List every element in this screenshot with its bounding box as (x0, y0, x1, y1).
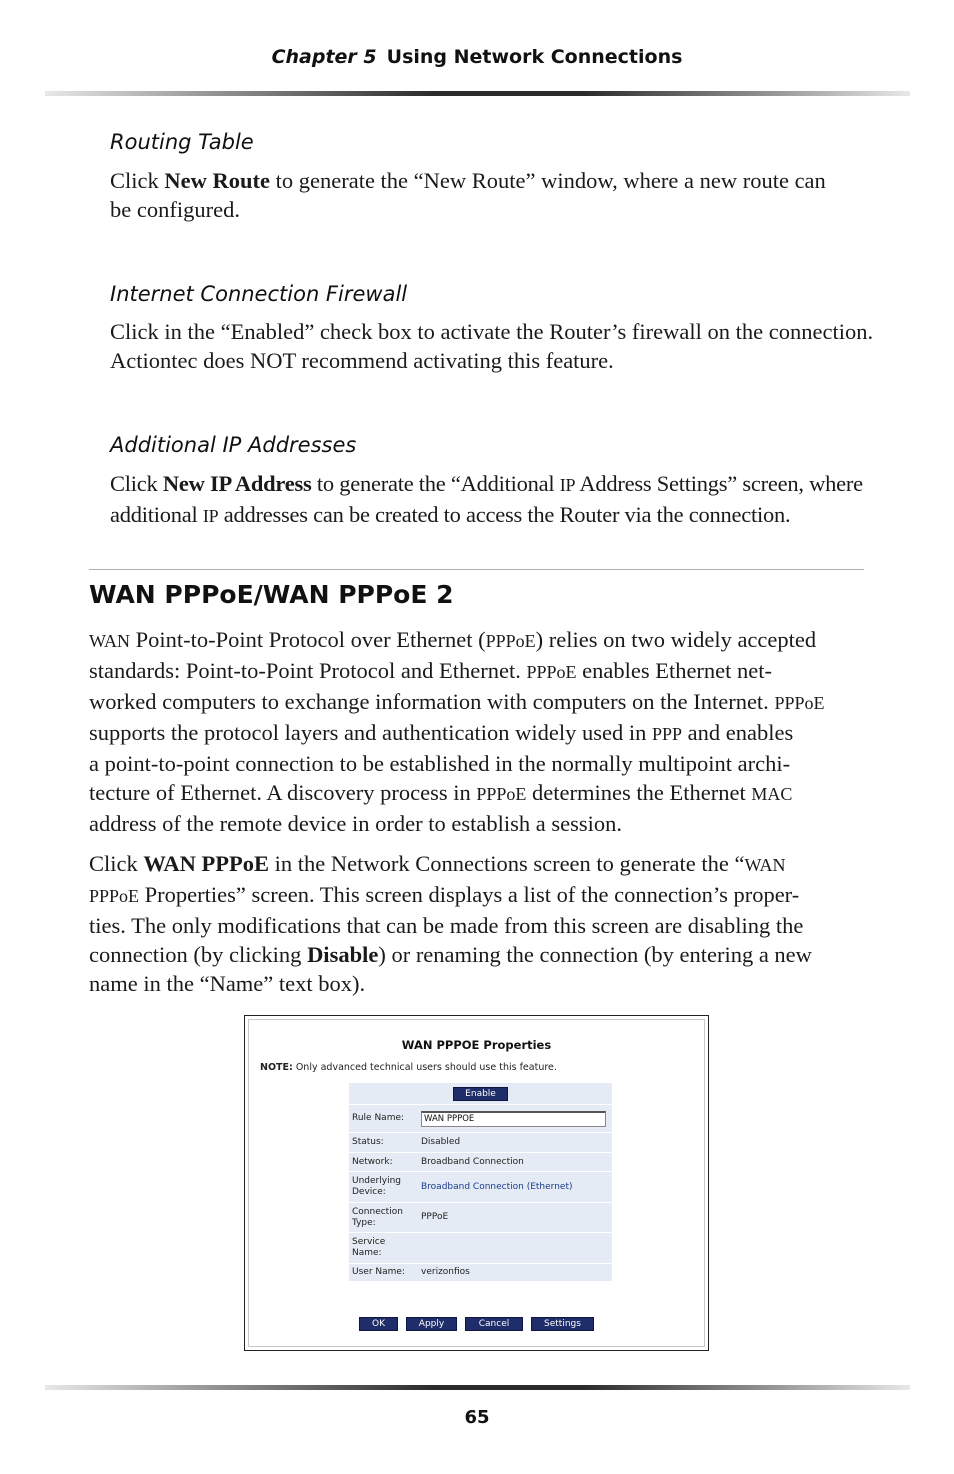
text-run: ) relies on two widely accepted (535, 627, 817, 652)
header-rule (45, 91, 910, 96)
network-row (349, 1153, 612, 1172)
text-run: standards: Point-to-Point Protocol and Ethernet. (89, 658, 527, 683)
text-line: name in the “Name” text box). (89, 971, 366, 996)
underlying-device-link[interactable]: Broadband Connection (Ethernet) (421, 1181, 573, 1192)
small-caps: IP (202, 506, 219, 526)
text-line: a point-to-point connection to be established in the normally multipoint archi- (89, 751, 791, 776)
section-title: WAN PPPoE/WAN PPPoE 2 (89, 580, 454, 609)
text-run: addresses can be created to access the Router via the connection. (218, 502, 791, 527)
text-run: Point-to-Point Protocol over Ethernet ( (130, 627, 486, 652)
apply-button[interactable]: Apply (406, 1317, 457, 1331)
text-run: Address Settings” screen, where (575, 471, 863, 496)
wan-paragraph-2 (89, 849, 812, 998)
text-line: be configured. (110, 197, 240, 222)
rule-name-input[interactable]: WAN PPPOE (421, 1111, 606, 1127)
running-head (0, 46, 954, 68)
text-line: Click in the “Enabled” check box to activate the Router’s firewall on the connection. (110, 319, 874, 344)
additional-ip-paragraph (110, 469, 863, 531)
enable-button[interactable]: Enable (453, 1087, 508, 1101)
routing-table-paragraph (110, 166, 826, 224)
text-run: Click (110, 168, 165, 193)
text-run: supports the protocol layers and authentication widely used in (89, 720, 652, 745)
rule-name-label: Rule Name: (352, 1113, 405, 1123)
small-caps: PPPoE (476, 784, 527, 804)
text-line: address of the remote device in order to establish a session. (89, 811, 622, 836)
text-run: to generate the “New Route” window, where a new route can (269, 168, 826, 193)
label-line: Connection (352, 1206, 403, 1217)
small-caps: IP (559, 475, 576, 495)
network-label: Network: (352, 1156, 393, 1167)
cancel-button[interactable]: Cancel (465, 1317, 523, 1331)
label-line: Service (352, 1237, 386, 1247)
label-line: Device: (352, 1187, 386, 1197)
note-text: Only advanced technical users should use this feature. (292, 1062, 557, 1073)
page-number: 65 (464, 1407, 490, 1428)
text-line: Actiontec does NOT recommend activating this feature. (110, 348, 614, 373)
small-caps: WAN (89, 631, 130, 651)
small-caps: MAC (751, 784, 793, 804)
text-run: worked computers to exchange information with computers on the Internet. (89, 689, 775, 714)
small-caps: PPPoE (485, 631, 536, 651)
enable-row (349, 1083, 612, 1105)
text-run: tecture of Ethernet. A discovery process in (89, 780, 477, 805)
user-name-value: verizonfios (421, 1267, 470, 1277)
text-run: connection (by clicking (89, 942, 308, 967)
label-line: Underlying (352, 1176, 401, 1186)
bold-text: Disable (307, 942, 379, 967)
small-caps: PPP (652, 724, 683, 744)
text-run: Click (89, 851, 144, 876)
wan-paragraph-1 (89, 625, 824, 838)
connection-type-value: PPPoE (421, 1212, 449, 1222)
user-name-label: User Name: (352, 1267, 405, 1277)
label-line: Type: (352, 1217, 376, 1228)
firewall-paragraph (110, 317, 873, 375)
connection-type-row (349, 1203, 612, 1233)
rule-name-row (349, 1105, 612, 1133)
bold-text: WAN PPPoE (143, 851, 269, 876)
status-label: Status: (352, 1137, 384, 1147)
underlying-device-row (349, 1172, 612, 1203)
underlying-device-label (349, 1176, 421, 1198)
chapter-title: Using Network Connections (386, 46, 683, 68)
small-caps: PPPoE (774, 693, 825, 713)
text-run: additional (110, 502, 203, 527)
properties-title: WAN PPPOE Properties (401, 1038, 552, 1052)
additional-ip-heading: Additional IP Addresses (110, 433, 357, 457)
text-run: and enables (682, 720, 794, 745)
note-label: NOTE: (260, 1062, 293, 1073)
status-row (349, 1133, 612, 1153)
routing-table-heading: Routing Table (110, 130, 254, 154)
small-caps: WAN (744, 855, 786, 875)
footer-rule (45, 1385, 910, 1390)
text-run: determines the Ethernet (526, 780, 752, 805)
ok-button[interactable]: OK (359, 1317, 398, 1331)
properties-button-bar (249, 1317, 704, 1331)
text-run: ) or renaming the connection (by entering a new (378, 942, 812, 967)
chapter-label: Chapter 5 (271, 46, 377, 68)
label-line: Name: (352, 1248, 382, 1258)
text-run: Properties” screen. This screen displays a list of the connection’s proper- (139, 882, 800, 907)
text-run: in the Network Connections screen to generate the “ (269, 851, 745, 876)
settings-button[interactable]: Settings (531, 1317, 594, 1331)
connection-type-label (349, 1207, 421, 1229)
small-caps: PPPoE (89, 886, 140, 906)
status-value: Disabled (421, 1137, 461, 1147)
small-caps: PPPoE (526, 662, 577, 682)
text-run: to generate the “Additional (311, 471, 560, 496)
section-divider (89, 569, 864, 570)
user-name-row (349, 1264, 612, 1282)
service-name-row (349, 1233, 612, 1264)
screenshot-frame (248, 1019, 705, 1347)
firewall-heading: Internet Connection Firewall (110, 282, 408, 306)
service-name-label (349, 1237, 421, 1259)
text-line: ties. The only modifications that can be made from this screen are disabling the (89, 913, 804, 938)
properties-note (260, 1062, 557, 1073)
properties-screenshot (244, 1015, 709, 1351)
bold-text: New IP Address (162, 471, 312, 496)
bold-text: New Route (164, 168, 270, 193)
properties-table (349, 1083, 612, 1282)
network-value: Broadband Connection (421, 1156, 524, 1167)
text-run: enables Ethernet net- (576, 658, 773, 683)
text-run: Click (110, 471, 163, 496)
